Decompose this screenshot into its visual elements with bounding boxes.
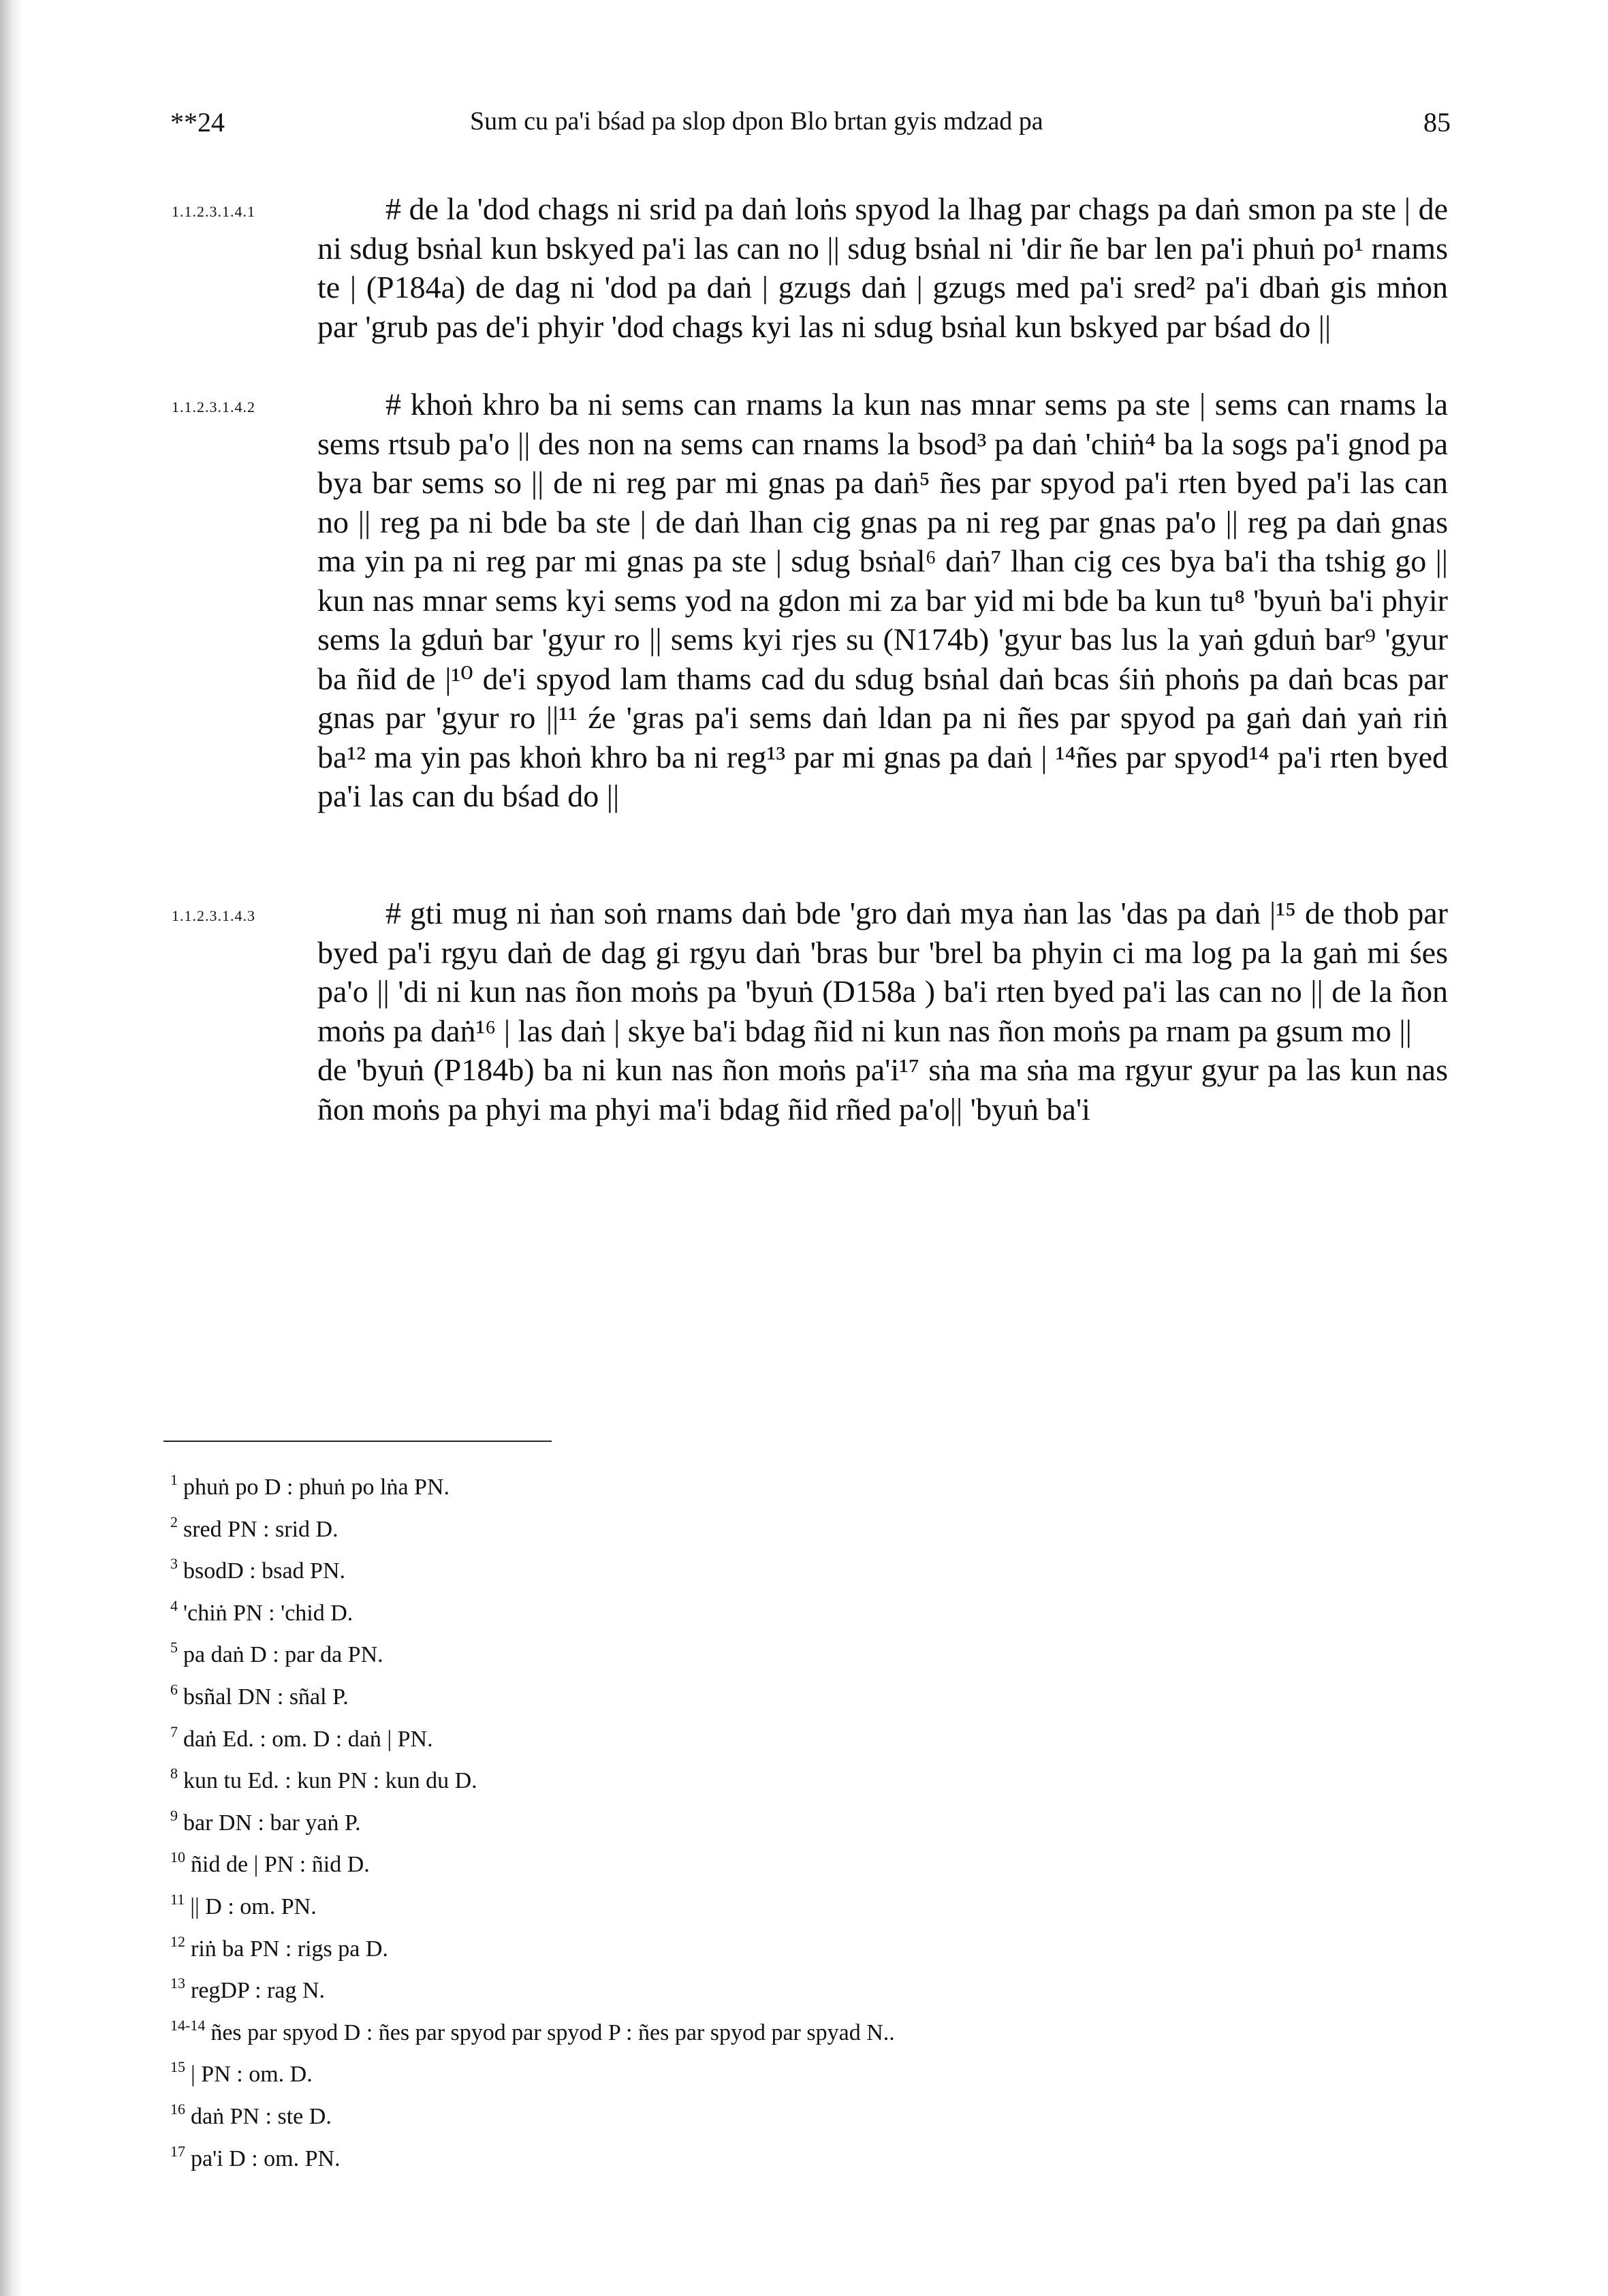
- footnote-number: 16: [170, 2100, 185, 2118]
- footnote-text: kun tu Ed. : kun PN : kun du D.: [183, 1768, 477, 1794]
- footnote-number: 14-14: [170, 2016, 206, 2034]
- footnote-number: 10: [170, 1849, 185, 1866]
- footnote-text: riṅ ba PN : rigs pa D.: [191, 1936, 388, 1962]
- footnote: [170, 2135, 1260, 2177]
- footnote-text: ñid de | PN : ñid D.: [191, 1852, 370, 1878]
- footnote-text: bsñal DN : sñal P.: [183, 1684, 349, 1710]
- footnote-number: 1: [170, 1471, 178, 1488]
- footnote-text: pa'i D : om. PN.: [191, 2145, 341, 2171]
- continuation-paragraph: de 'byuṅ (P184b) ba ni kun nas ñon moṅs pa'i¹⁷ sṅa ma sṅa ma rgyur gyur pa las kun nas ñon moṅs pa phyi ma phyi ma'i bdag ñid rñed pa'o|| 'byuṅ ba'i: [317, 1052, 1448, 1127]
- footnote-number: 8: [170, 1765, 178, 1782]
- footnote-number: 7: [170, 1723, 178, 1740]
- footnote: [170, 1631, 1260, 1673]
- book-binding-shadow: [0, 0, 23, 2296]
- footnote: [170, 1925, 1260, 1967]
- paragraph: # gti mug ni ṅan soṅ rnams daṅ bde 'gro daṅ mya ṅan las 'das pa daṅ |¹⁵ de thob par byed pa'i rgyu daṅ de dag gi rgyu daṅ 'bras bur 'brel ba phyin ci ma log pa la gaṅ mi śes pa'o || 'di ni kun nas ñon moṅs pa 'byuṅ (D158a ) ba'i rten byed pa'i las can no || de la ñon moṅs pa daṅ¹⁶ | las daṅ | skye ba'i bdag ñid ni kun nas ñon moṅs pa rnam pa gsum mo ||: [317, 896, 1448, 1048]
- section-number: 1.1.2.3.1.4.1: [172, 203, 255, 220]
- footnote: [170, 1757, 1260, 1799]
- section-number: 1.1.2.3.1.4.3: [172, 907, 255, 924]
- footnote-number: 2: [170, 1513, 178, 1530]
- footnote: [170, 1799, 1260, 1841]
- footnote-number: 6: [170, 1680, 178, 1698]
- footnote-text: bar DN : bar yaṅ P.: [183, 1810, 361, 1836]
- footnote-number: 4: [170, 1597, 178, 1614]
- footnote-text: daṅ Ed. : om. D : daṅ | PN.: [183, 1726, 433, 1752]
- paragraph: # khoṅ khro ba ni sems can rnams la kun nas mnar sems pa ste | sems can rnams la sems rtsub pa'o || des non na sems can rnams la bsod³ pa daṅ 'chiṅ⁴ ba la sogs pa'i gnod pa bya bar sems so || de ni reg par mi gnas pa daṅ⁵ ñes par spyod pa'i rten byed pa'i las can no || reg pa ni bde ba ste | de daṅ lhan cig gnas pa ni reg par gnas pa'o || reg pa daṅ gnas ma yin pa ni reg par mi gnas pa ste | sdug bsṅal⁶ daṅ⁷ lhan cig ces bya ba'i tha tshig go || kun nas mnar sems kyi sems yod na gdon mi za bar yid mi bde ba kun tu⁸ 'byuṅ ba'i phyir sems la gduṅ bar 'gyur ro || sems kyi rjes su (N174b) 'gyur bas lus la yaṅ gduṅ bar⁹ 'gyur ba ñid de |¹⁰ de'i spyod lam thams cad du sdug bsṅal daṅ bcas śiṅ phoṅs pa daṅ bcas par gnas par 'gyur ro ||¹¹ źe 'gras pa'i sems daṅ ldan pa ni ñes par spyod pa gaṅ daṅ yaṅ riṅ ba¹² ma yin pas khoṅ khro ba ni reg¹³ par mi gnas pa daṅ | ¹⁴ñes par spyod¹⁴ pa'i rten byed pa'i las can du bśad do ||: [317, 387, 1448, 813]
- footnote-text: sred PN : srid D.: [183, 1516, 338, 1542]
- footnote-text: 'chiṅ PN : 'chid D.: [183, 1600, 353, 1626]
- footnote-text: daṅ PN : ste D.: [191, 2103, 332, 2129]
- footnotes: [170, 1463, 1260, 2176]
- footnote: [170, 1673, 1260, 1715]
- footnote-text: | PN : om. D.: [191, 2062, 313, 2088]
- footnote: [170, 2092, 1260, 2135]
- footnote-text: phuṅ po D : phuṅ po lṅa PN.: [183, 1475, 450, 1500]
- footnote-text: pa daṅ D : par da PN.: [183, 1642, 383, 1668]
- running-title: Sum cu pa'i bśad pa slop dpon Blo brtan gyis mdzad pa: [470, 107, 1043, 136]
- footnote-number: 13: [170, 1975, 185, 1992]
- footnote: [170, 1883, 1260, 1925]
- footnote: [170, 1715, 1260, 1757]
- footnote: [170, 1840, 1260, 1883]
- section-number: 1.1.2.3.1.4.2: [172, 398, 255, 415]
- footnote-text: regDP : rag N.: [191, 1978, 326, 2004]
- page-header: [170, 106, 1451, 147]
- footnote-number: 11: [170, 1890, 185, 1908]
- footnote-number: 5: [170, 1639, 178, 1656]
- footnote: [170, 2009, 1260, 2051]
- footnote-number: 12: [170, 1932, 185, 1950]
- footnote: [170, 1966, 1260, 2009]
- page-number: 85: [1423, 107, 1451, 138]
- footnote-number: 17: [170, 2142, 185, 2160]
- footnote-number: 9: [170, 1806, 178, 1824]
- footnote: [170, 1547, 1260, 1589]
- paragraph: # de la 'dod chags ni srid pa daṅ loṅs spyod la lhag par chags pa daṅ smon pa ste | de ni sdug bsṅal kun bskyed pa'i las can no || sdug bsṅal ni 'dir ñe bar len pa'i phuṅ po¹ rnams te | (P184a) de dag ni 'dod pa daṅ | gzugs daṅ | gzugs med pa'i sred² pa'i dbaṅ gis mṅon par 'grub pas de'i phyir 'dod chags kyi las ni sdug bsṅal kun bskyed par bśad do ||: [317, 191, 1448, 344]
- footnote: [170, 1463, 1260, 1505]
- footnote-text: bsodD : bsad PN.: [183, 1558, 346, 1584]
- header-marker: **24: [170, 107, 225, 138]
- footnote-number: 3: [170, 1555, 178, 1573]
- footnote: [170, 1505, 1260, 1547]
- footnote-number: 15: [170, 2058, 185, 2076]
- footnote: [170, 2050, 1260, 2092]
- footnote-text: || D : om. PN.: [190, 1893, 317, 1919]
- footnote-divider: [163, 1441, 552, 1442]
- footnote: [170, 1589, 1260, 1631]
- footnote-text: ñes par spyod D : ñes par spyod par spyod P : ñes par spyod par spyad N..: [210, 2019, 895, 2045]
